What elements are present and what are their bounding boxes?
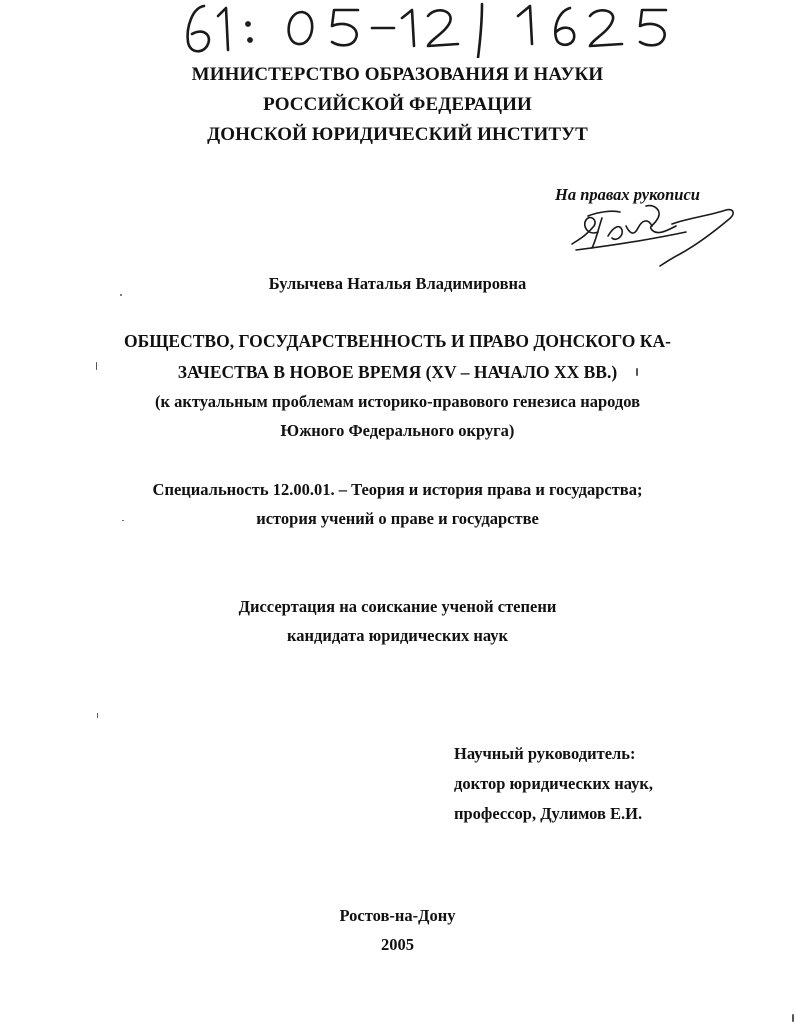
archive-code-strokes	[182, 0, 682, 58]
dissertation-subtitle-line-1: (к актуальным проблемам историко-правового генезиса народов	[154, 392, 641, 411]
specialty-line-2: история учений о праве и государстве	[256, 509, 539, 528]
supervisor-label: Научный руководитель:	[454, 744, 636, 763]
ministry-header-line-1: МИНИСТЕРСТВО ОБРАЗОВАНИЯ И НАУКИ	[191, 64, 604, 85]
institute-name: ДОНСКОЙ ЮРИДИЧЕСКИЙ ИНСТИТУТ	[207, 124, 588, 145]
scan-speck	[120, 294, 122, 296]
author-signature	[568, 196, 738, 268]
scan-speck	[97, 713, 98, 718]
archive-code-handwritten	[182, 0, 682, 58]
scan-speck	[96, 362, 97, 370]
city: Ростов-на-Дону	[339, 906, 456, 925]
dissertation-title-line-2: ЗАЧЕСТВА В НОВОЕ ВРЕМЯ (XV – НАЧАЛО XX ВВ.)	[177, 362, 618, 382]
ministry-header-line-2: РОССИЙСКОЙ ФЕДЕРАЦИИ	[263, 94, 532, 115]
dissertation-title-line-1: ОБЩЕСТВО, ГОСУДАРСТВЕННОСТЬ И ПРАВО ДОНСКОГО КА-	[124, 331, 671, 351]
manuscript-rights-note: На правах рукописи	[555, 185, 700, 204]
author-name: Булычева Наталья Владимировна	[268, 274, 527, 293]
supervisor-degree: доктор юридических наук,	[454, 774, 654, 793]
scan-speck	[636, 368, 638, 376]
dissertation-degree-line-2: кандидата юридических наук	[286, 626, 509, 645]
signature-strokes	[568, 196, 738, 268]
dissertation-subtitle-line-2: Южного Федерального округа)	[280, 421, 515, 440]
year: 2005	[381, 935, 414, 954]
supervisor-name: профессор, Дулимов Е.И.	[454, 804, 643, 823]
scan-speck	[792, 1014, 794, 1022]
specialty-line-1: Специальность 12.00.01. – Теория и история права и государства;	[152, 480, 643, 499]
scan-speck	[122, 520, 124, 521]
dissertation-degree-line-1: Диссертация на соискание ученой степени	[238, 597, 557, 616]
